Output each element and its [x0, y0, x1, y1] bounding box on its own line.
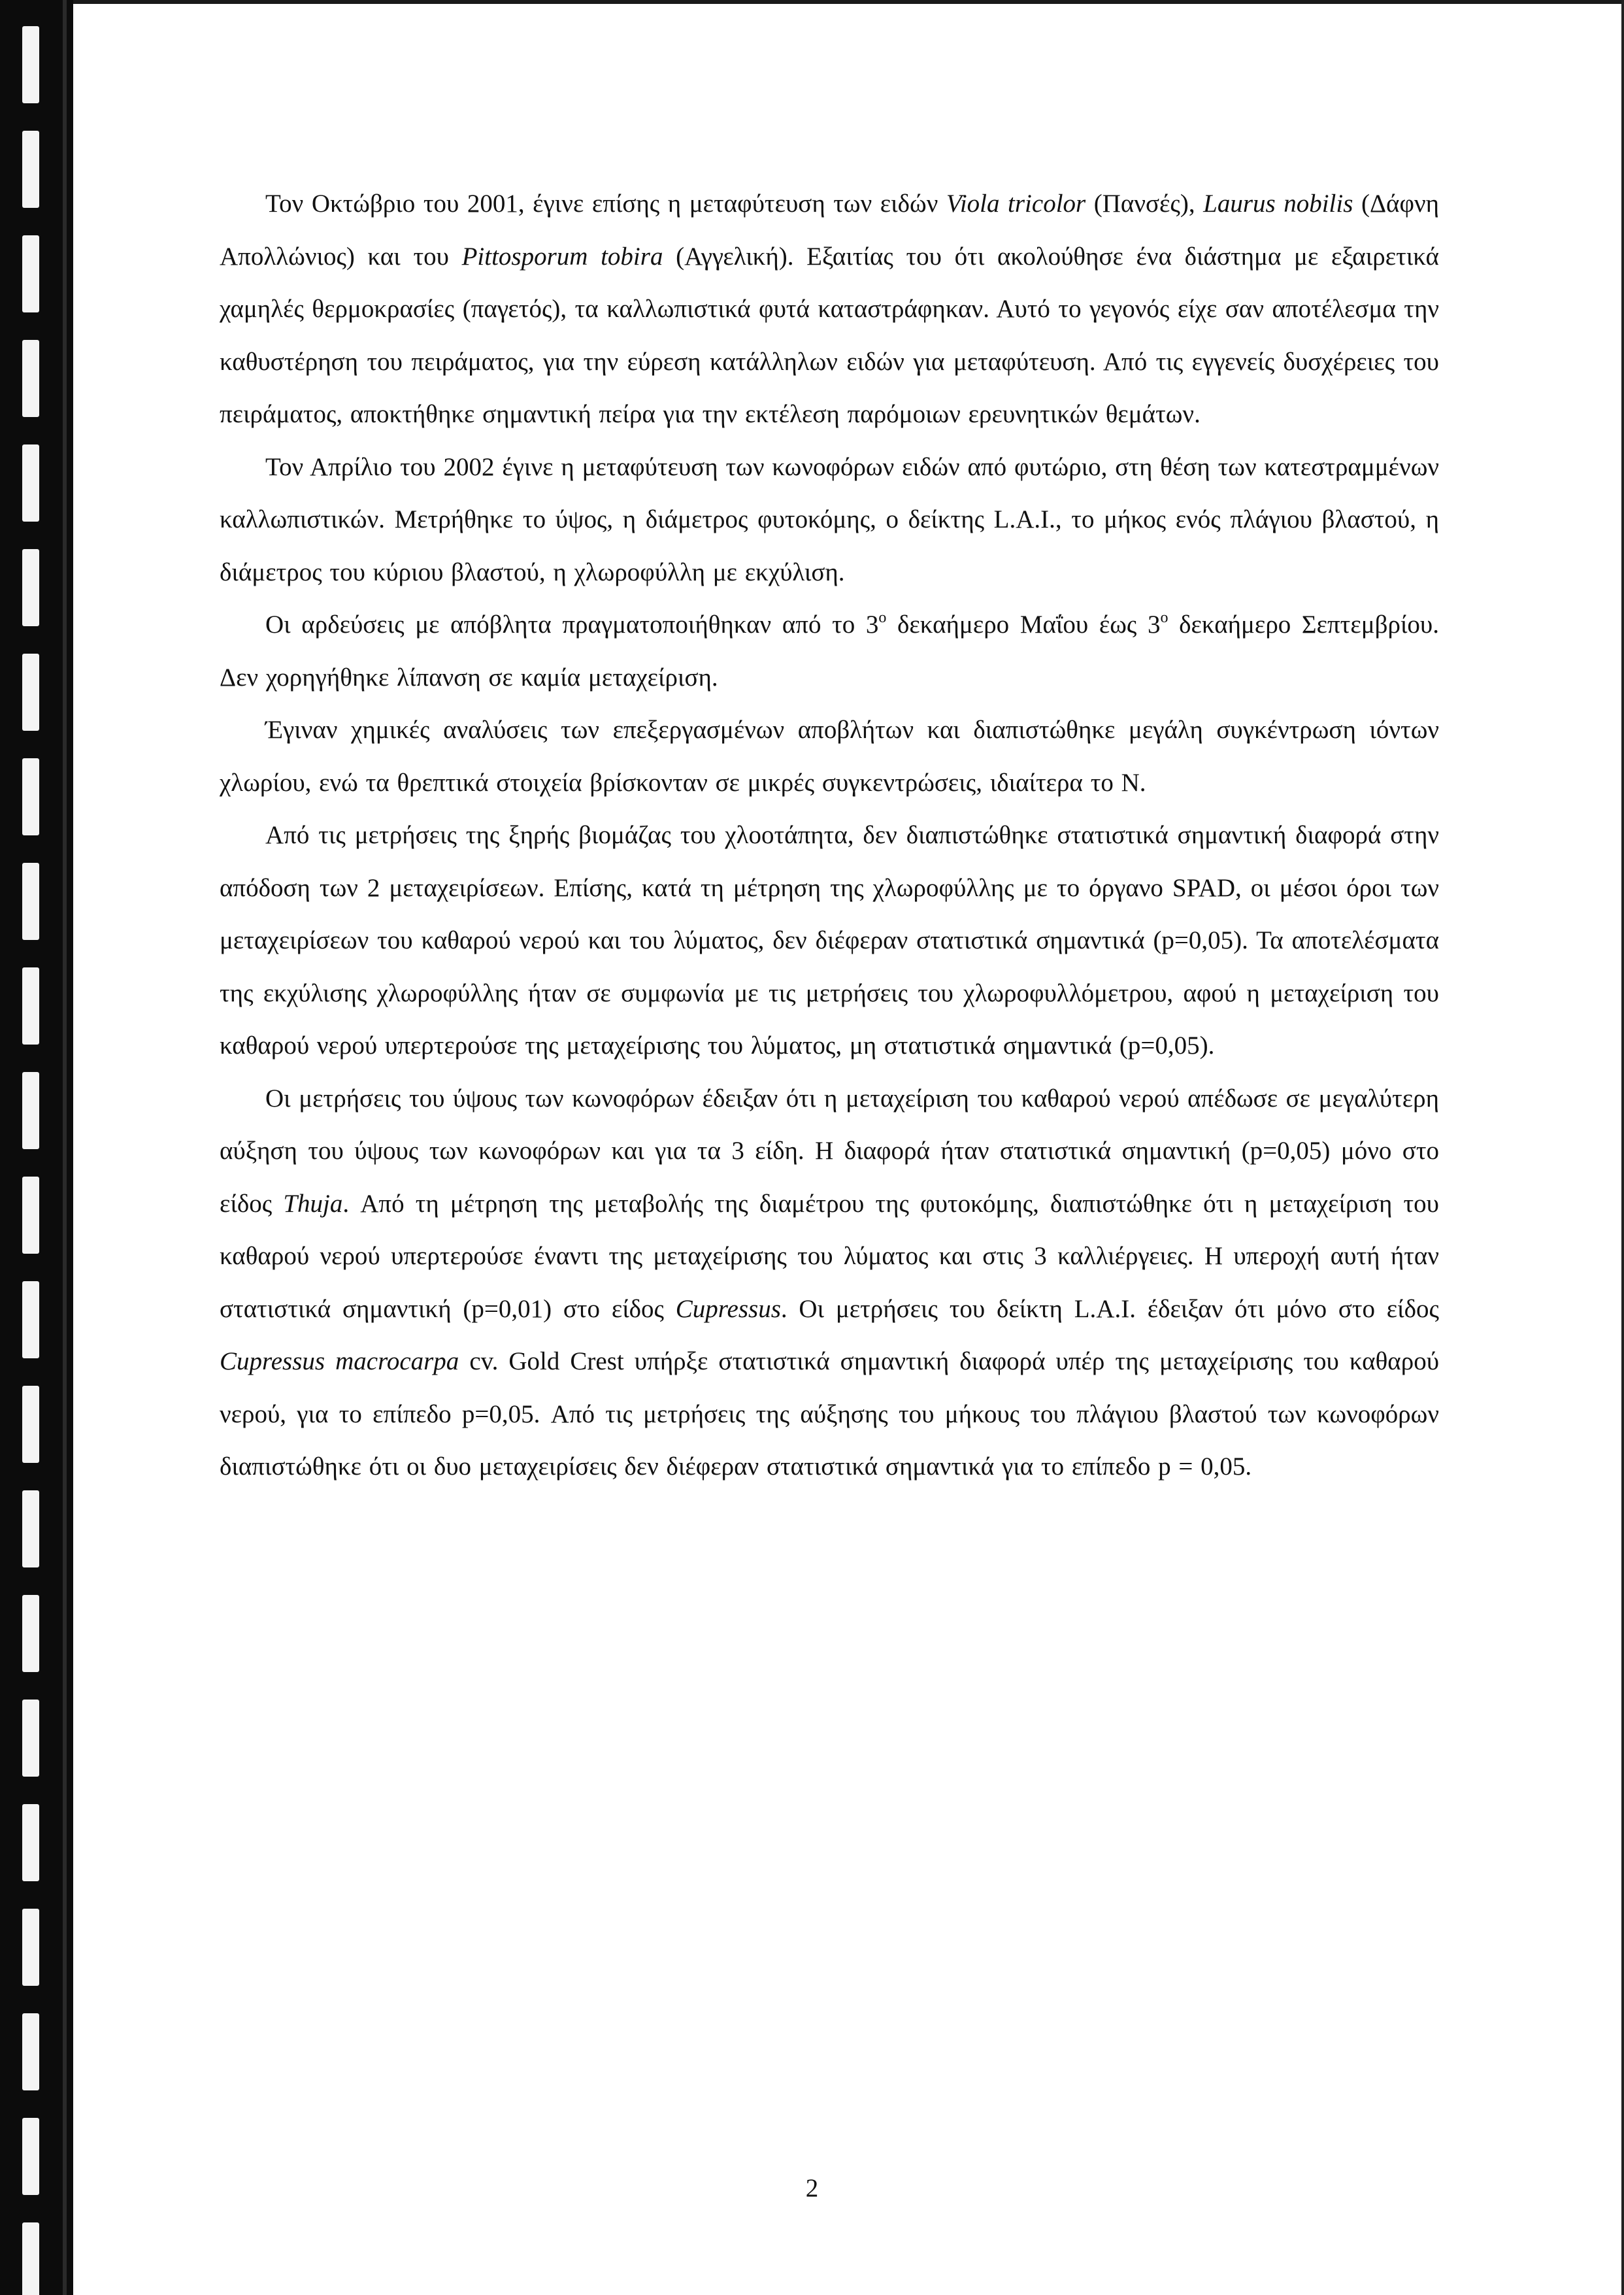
paragraph	[220, 599, 1439, 704]
document-body	[220, 178, 1439, 1494]
text-run: Οι μετρήσεις του ύψους των κωνοφόρων έδειξαν ότι η μεταχείριση του καθαρού νερού απέδωσε σε μεγαλύτερη αύξηση του ύψους των κωνοφόρων και για τα 3 είδη. Η διαφορά ήταν στατιστικά σημαντική (p=0,05) μόνο στο είδος	[220, 1084, 1439, 1218]
text-run: Τον Απρίλιο του 2002 έγινε η μεταφύτευση των κωνοφόρων ειδών από φυτώριο, στη θέση των κατεστραμμένων καλλωπιστικών. Μετρήθηκε το ύψος, η διάμετρος φυτοκόμης, ο δείκτης L.A.I., το μήκος ενός πλάγιου βλαστού, η διάμετρος του κύριου βλαστού, η χλωροφύλλη με εκχύλιση.	[220, 452, 1439, 586]
text-run: δεκαήμερο Σεπτεμβρίου. Δεν χορηγήθηκε λίπανση σε καμία μεταχείριση.	[220, 611, 1439, 692]
text-run: Έγιναν χημικές αναλύσεις των επεξεργασμένων αποβλήτων και διαπιστώθηκε μεγάλη συγκέντρωση ιόντων χλωρίου, ενώ τα θρεπτικά στοιχεία βρίσκονταν σε μικρές συγκεντρώσεις, ιδιαίτερα το Ν.	[220, 716, 1439, 797]
binder-hole	[22, 26, 39, 103]
paragraph	[220, 704, 1439, 809]
italic-term: Pittosporum tobira	[461, 242, 663, 271]
binder-hole	[22, 1909, 39, 1986]
text-run: Από τις μετρήσεις της ξηρής βιομάζας του χλοοτάπητα, δεν διαπιστώθηκε στατιστικά σημαντική διαφορά στην απόδοση των 2 μεταχειρίσεων. Επίσης, κατά τη μέτρηση της χλωροφύλλης με το όργανο SPAD, οι μέσοι όροι των μεταχειρίσεων του καθαρού νερού και του λύματος, δεν διέφεραν στατιστικά σημαντικά (p=0,05). Τα αποτελέσματα της εκχύλισης χλωροφύλλης ήταν σε συμφωνία με τις μετρήσεις του χλωροφυλλόμετρου, αφού η μεταχείριση του καθαρού νερού υπερτερούσε της μεταχείρισης του λύματος, μη στατιστικά σημαντικά (p=0,05).	[220, 821, 1439, 1060]
paragraph	[220, 809, 1439, 1073]
binder-hole	[22, 758, 39, 835]
italic-term: Thuja	[283, 1189, 343, 1218]
text-run: Τον Οκτώβριο του 2001, έγινε επίσης η μεταφύτευση των ειδών	[265, 190, 946, 218]
italic-term: Cupressus	[675, 1294, 781, 1323]
binder-hole	[22, 131, 39, 208]
binder-hole	[22, 1490, 39, 1567]
binder-hole	[22, 1595, 39, 1672]
text-run: (Αγγελική). Εξαιτίας του ότι ακολούθησε ένα διάστημα με εξαιρετικά χαμηλές θερμοκρασίες (παγετός), τα καλλωπιστικά φυτά καταστράφηκαν. Αυτό το γεγονός είχε σαν αποτέλεσμα την καθυστέρηση του πειράματος, για την εύρεση κατάλληλων ειδών για μεταφύτευση. Από τις εγγενείς δυσχέρειες του πειράματος, αποκτήθηκε σημαντική πείρα για την εκτέλεση παρόμοιων ερευνητικών θεμάτων.	[220, 242, 1439, 428]
binder-hole	[22, 863, 39, 940]
binder-hole	[22, 2013, 39, 2090]
binder-hole	[22, 2222, 39, 2295]
binder-hole	[22, 340, 39, 417]
binder-hole	[22, 1072, 39, 1149]
text-run: Οι αρδεύσεις με απόβλητα πραγματοποιήθηκαν από το 3	[265, 611, 879, 639]
binder-hole	[22, 1386, 39, 1463]
text-run: . Από τη μέτρηση της μεταβολής της διαμέτρου της φυτοκόμης, διαπιστώθηκε ότι η μεταχείριση του καθαρού νερού υπερτερούσε έναντι της μεταχείρισης του λύματος και στις 3 καλλιέργειες. Η υπεροχή αυτή ήταν στατιστικά σημαντική (p=0,01) στο είδος	[220, 1189, 1439, 1323]
paragraph	[220, 1073, 1439, 1494]
italic-term: Cupressus macrocarpa	[220, 1347, 459, 1375]
binder-hole	[22, 967, 39, 1045]
italic-term: Viola tricolor	[946, 190, 1086, 218]
scan-border-left	[0, 0, 73, 2295]
scan-border-stripe	[63, 0, 67, 2295]
ordinal-superscript: ο	[1160, 609, 1168, 626]
ordinal-superscript: ο	[878, 609, 887, 626]
paragraph	[220, 441, 1439, 599]
binder-hole	[22, 1804, 39, 1881]
scan-border-right	[1621, 0, 1624, 2295]
text-run: . Οι μετρήσεις του δείκτη L.A.I. έδειξαν ότι μόνο στο είδος	[780, 1294, 1439, 1323]
paragraph	[220, 178, 1439, 441]
binder-hole	[22, 1177, 39, 1254]
binder-hole	[22, 1281, 39, 1358]
binder-hole	[22, 549, 39, 626]
binder-hole	[22, 444, 39, 522]
text-run: cv. Gold Crest υπήρξε στατιστικά σημαντική διαφορά υπέρ της μεταχείρισης του καθαρού νερού, για το επίπεδο p=0,05. Από τις μετρήσεις της αύξησης του μήκους του πλάγιου βλαστού των κωνοφόρων διαπιστώθηκε ότι οι δυο μεταχειρίσεις δεν διέφεραν στατιστικά σημαντικά για το επίπεδο p = 0,05.	[220, 1347, 1440, 1481]
text-run: (Δάφνη Απολλώνιος) και του	[220, 190, 1439, 271]
binder-hole	[22, 654, 39, 731]
italic-term: Laurus nobilis	[1203, 190, 1353, 218]
text-run: δεκαήμερο Μαΐου έως 3	[886, 611, 1161, 639]
binder-hole	[22, 235, 39, 312]
scan-border-top	[73, 0, 1624, 4]
page-number: 2	[805, 2174, 819, 2202]
binder-hole	[22, 1700, 39, 1777]
text-run: (Πανσές),	[1085, 190, 1204, 218]
